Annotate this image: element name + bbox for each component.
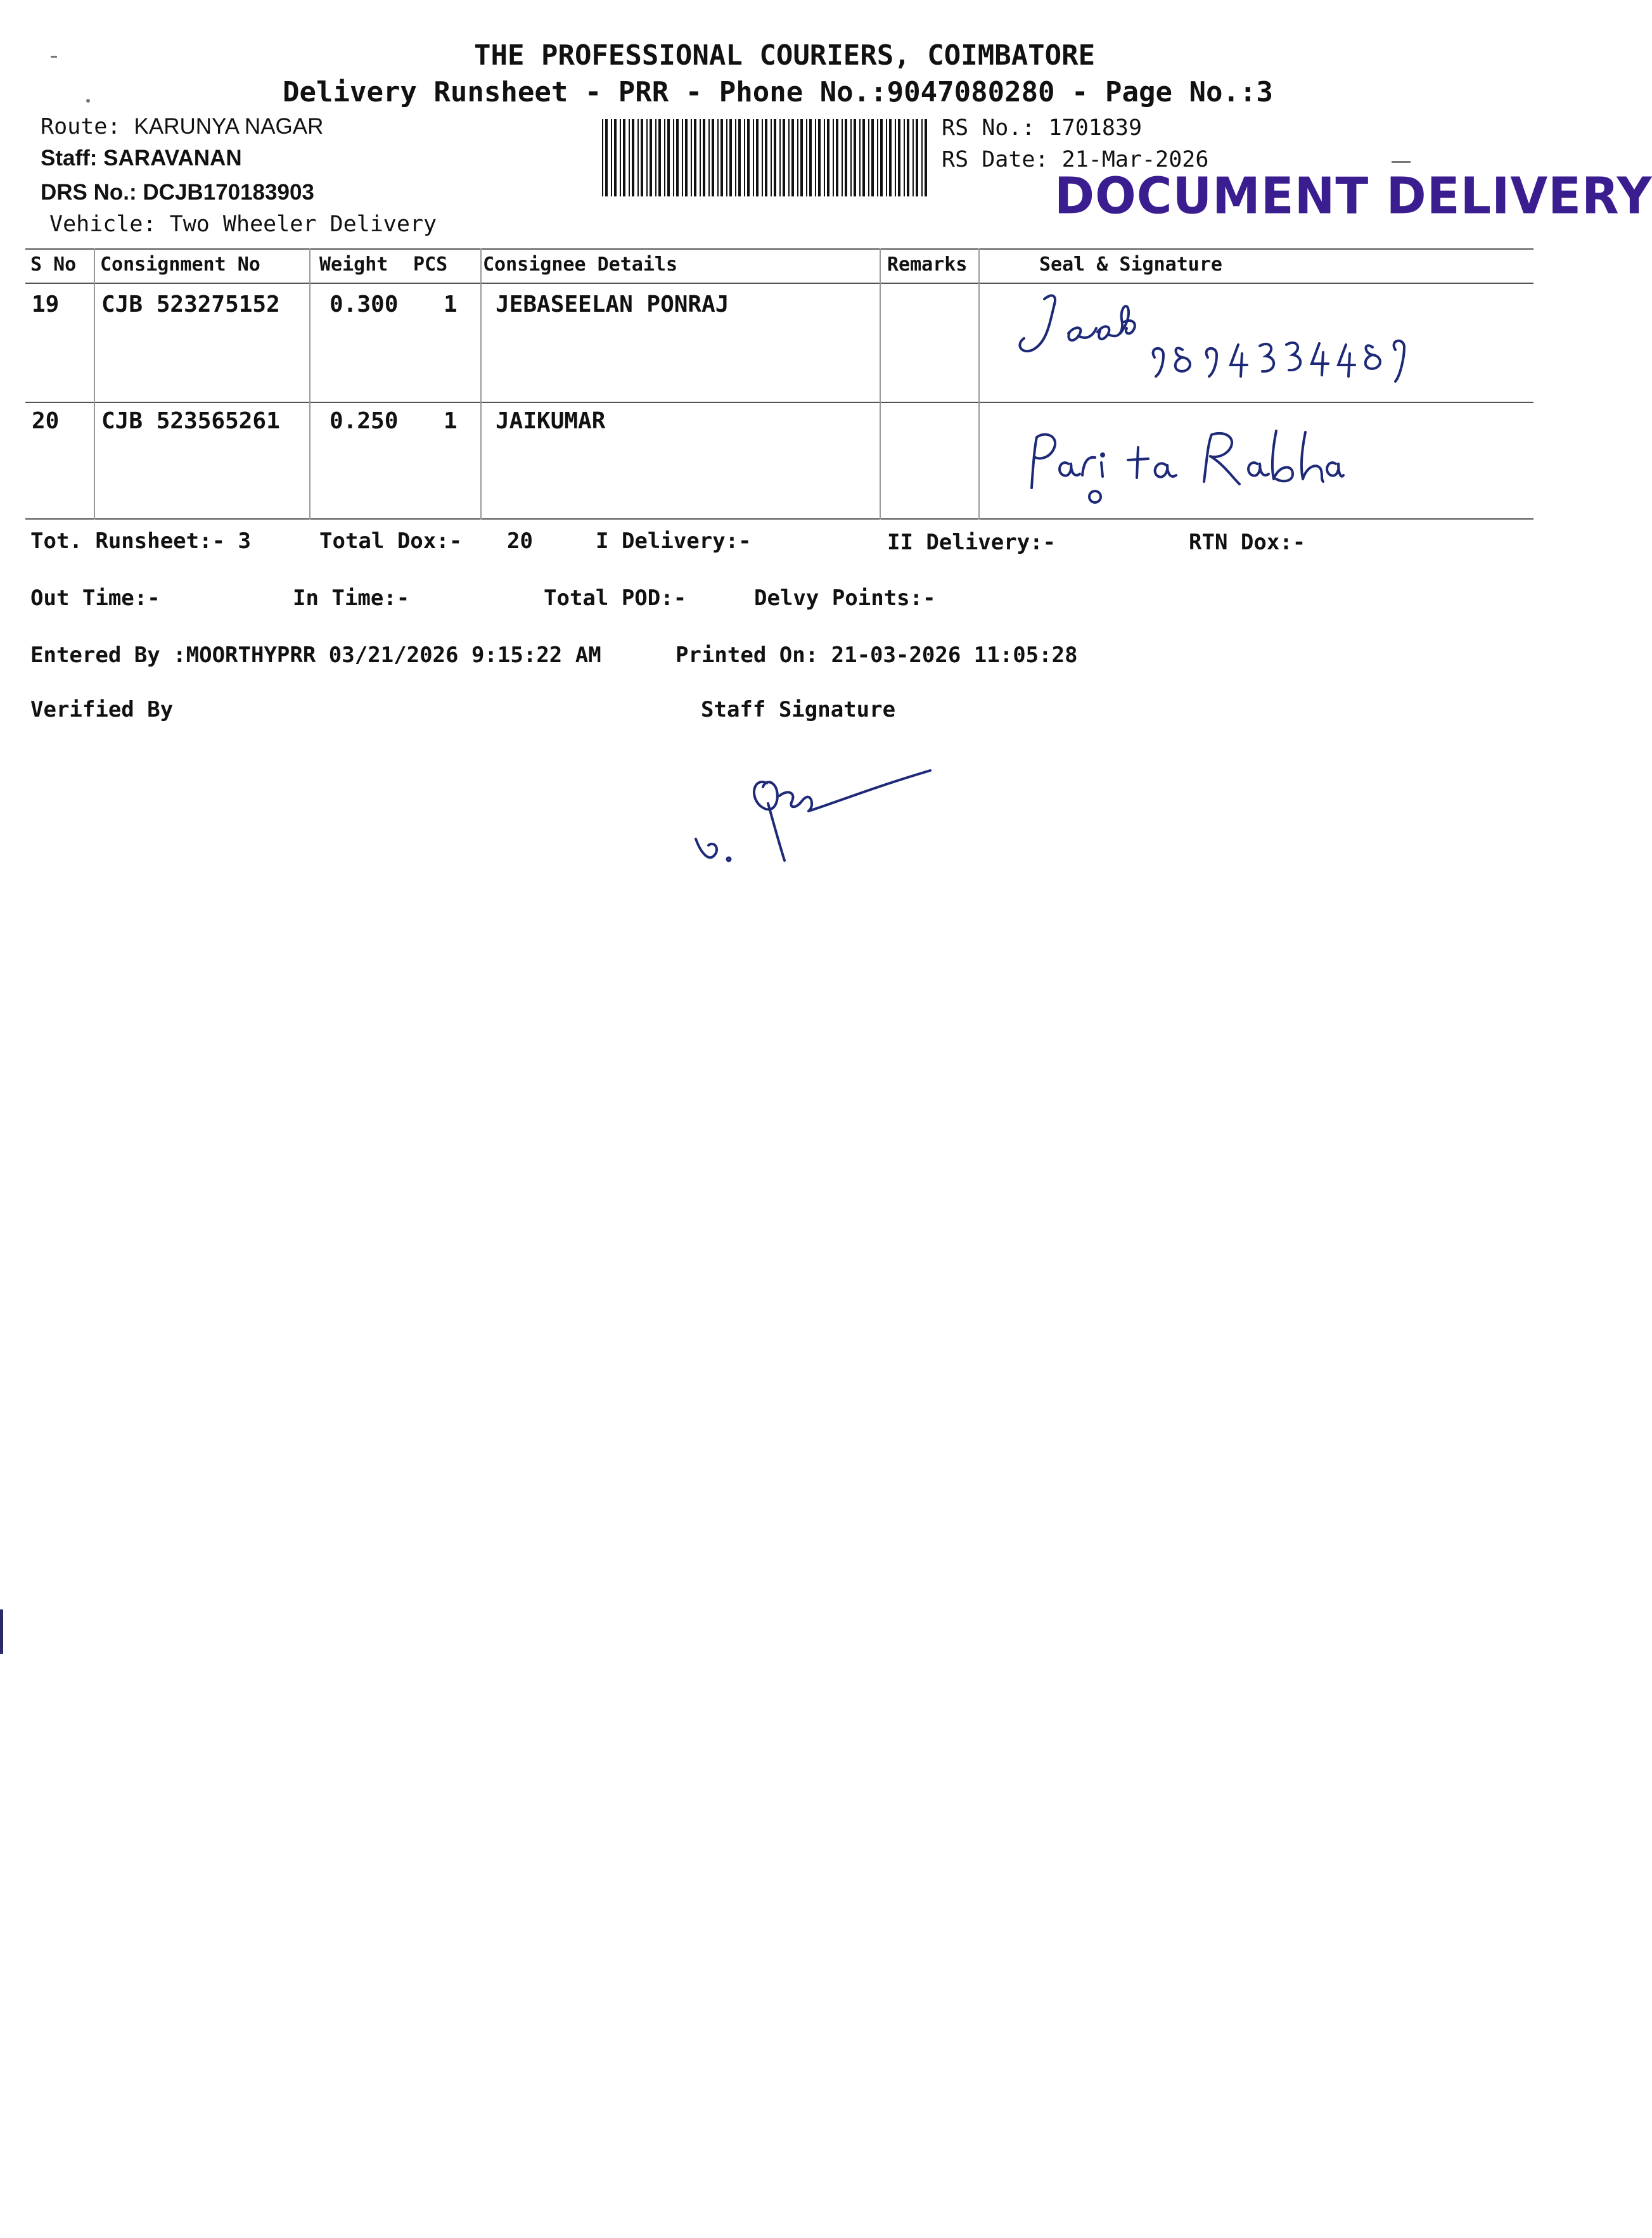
barcode-bar (717, 119, 719, 196)
col-divider (480, 248, 482, 520)
rs-date: RS Date: 21-Mar-2026 (942, 147, 1209, 172)
barcode-bar (700, 119, 701, 196)
barcode-bar (655, 119, 656, 196)
barcode-bar (889, 119, 892, 196)
barcode-bar (916, 119, 918, 196)
row-20-sno: 20 (32, 408, 60, 434)
scan-speck (86, 99, 90, 103)
barcode-bar (753, 119, 754, 196)
company-title: THE PROFESSIONAL COURIERS, COIMBATORE (474, 39, 1096, 72)
barcode-bar (673, 119, 674, 196)
row-19-weight: 0.300 (330, 291, 399, 317)
drs-label: DRS No.: (41, 180, 137, 205)
barcode-bar (650, 119, 652, 196)
barcode-bar (904, 119, 905, 196)
out-time: Out Time:- (30, 585, 160, 611)
barcode-bar (694, 119, 696, 196)
barcode-bar (868, 119, 869, 196)
barcode-bar (605, 119, 608, 196)
staff-signature-label: Staff Signature (701, 697, 896, 722)
barcode-bar (842, 119, 843, 196)
i-delivery: I Delivery:- (596, 528, 752, 554)
drs-line (41, 180, 314, 205)
barcode-bar (833, 119, 834, 196)
scan-speck (0, 1609, 3, 1654)
route-value: KARUNYA NAGAR (134, 114, 324, 139)
staff-label: Staff: (41, 146, 98, 170)
row-19-consignee: JEBASEELAN PONRAJ (496, 291, 729, 317)
barcode-bar (797, 119, 798, 196)
drs-value: DCJB170183903 (143, 180, 314, 205)
barcode-bar (809, 119, 812, 196)
barcode-bar (756, 119, 759, 196)
barcode (601, 119, 929, 196)
barcode-bar (641, 119, 643, 196)
barcode-bar (871, 119, 874, 196)
row-19-signature (1008, 286, 1413, 394)
rs-number: RS No.: 1701839 (942, 115, 1143, 141)
row-20-consignee: JAIKUMAR (496, 408, 606, 434)
col-divider (978, 248, 980, 520)
row-19-consignment: CJB 523275152 (101, 291, 280, 317)
tot-runsheet: Tot. Runsheet:- 3 (30, 528, 251, 554)
header-remarks: Remarks (887, 253, 968, 276)
col-divider (94, 248, 95, 520)
barcode-bar (921, 119, 923, 196)
document-delivery-stamp: DOCUMENT DELIVERY (1054, 165, 1652, 226)
row-20-signature (1014, 418, 1343, 513)
barcode-bar (771, 119, 772, 196)
barcode-bar (818, 119, 821, 196)
barcode-bar (611, 119, 612, 196)
barcode-bar (836, 119, 838, 196)
staff-value: SARAVANAN (103, 146, 242, 170)
row-20-consignment: CJB 523565261 (101, 408, 280, 434)
barcode-bar (859, 119, 861, 196)
verified-by: Verified By (30, 697, 174, 722)
barcode-bar (788, 119, 790, 196)
barcode-bar (815, 119, 816, 196)
total-pod: Total POD:- (544, 585, 687, 611)
header-consignment: Consignment No (100, 253, 260, 276)
barcode-bar (720, 119, 723, 196)
barcode-bar (898, 119, 900, 196)
header-sno: S No (30, 253, 77, 276)
barcode-bar (845, 119, 847, 196)
route-label: Route: (41, 114, 121, 139)
barcode-bar (912, 119, 914, 196)
entered-by: Entered By :MOORTHYPRR 03/21/2026 9:15:22 AM (30, 643, 601, 668)
barcode-bar (744, 119, 745, 196)
barcode-bar (824, 119, 825, 196)
barcode-bar (907, 119, 909, 196)
barcode-bar (886, 119, 887, 196)
barcode-bar (729, 119, 732, 196)
table-bottom-border (25, 518, 1534, 520)
barcode-bar (691, 119, 692, 196)
header-consignee: Consignee Details (483, 253, 678, 276)
barcode-bar (726, 119, 727, 196)
ii-delivery: II Delivery:- (887, 530, 1056, 555)
barcode-bar (800, 119, 803, 196)
vehicle-line: Vehicle: Two Wheeler Delivery (49, 212, 437, 237)
barcode-bar (925, 119, 927, 196)
barcode-bar (646, 119, 648, 196)
barcode-bar (877, 119, 878, 196)
route-line (41, 114, 323, 139)
barcode-bar (658, 119, 661, 196)
table-top-border (25, 248, 1534, 250)
printed-on: Printed On: 21-03-2026 11:05:28 (676, 643, 1078, 668)
barcode-bar (735, 119, 736, 196)
barcode-bar (676, 119, 679, 196)
barcode-bar (637, 119, 639, 196)
row-20-pcs: 1 (444, 408, 458, 434)
row-20-weight: 0.250 (330, 408, 399, 434)
staff-line (41, 146, 242, 171)
barcode-bar (880, 119, 883, 196)
row-19-sno: 19 (32, 291, 60, 317)
barcode-bar (862, 119, 865, 196)
barcode-bar (667, 119, 670, 196)
barcode-bar (806, 119, 807, 196)
barcode-bar (747, 119, 750, 196)
header-seal-signature: Seal & Signature (1039, 253, 1222, 276)
barcode-bar (664, 119, 665, 196)
barcode-bar (623, 119, 625, 196)
rtn-dox: RTN Dox:- (1189, 530, 1306, 555)
total-dox-value: 20 (507, 528, 533, 554)
in-time: In Time:- (293, 585, 410, 611)
row-19-pcs: 1 (444, 291, 458, 317)
col-divider (309, 248, 311, 520)
barcode-bar (854, 119, 856, 196)
barcode-bar (850, 119, 852, 196)
barcode-bar (620, 119, 621, 196)
barcode-bar (779, 119, 781, 196)
barcode-bar (895, 119, 896, 196)
barcode-bar (682, 119, 683, 196)
barcode-bar (738, 119, 741, 196)
barcode-bar (685, 119, 688, 196)
table-header-border (25, 283, 1534, 284)
delvy-points: Delvy Points:- (754, 585, 936, 611)
staff-signature (684, 758, 951, 872)
barcode-bar (629, 119, 630, 196)
barcode-bar (765, 119, 767, 196)
barcode-bar (632, 119, 634, 196)
scan-speck (51, 56, 57, 58)
barcode-bar (762, 119, 763, 196)
header-weight: Weight (319, 253, 388, 276)
header-pcs: PCS (413, 253, 448, 276)
barcode-bar (602, 119, 603, 196)
col-divider (880, 248, 881, 520)
runsheet-subtitle: Delivery Runsheet - PRR - Phone No.:9047080280 - Page No.:3 (283, 76, 1273, 108)
barcode-bar (708, 119, 710, 196)
table-row-divider (25, 402, 1534, 403)
barcode-bar (614, 119, 617, 196)
barcode-bar (791, 119, 794, 196)
barcode-bar (783, 119, 785, 196)
barcode-bar (712, 119, 714, 196)
scan-speck (1392, 161, 1411, 163)
barcode-bar (703, 119, 705, 196)
barcode-bar (774, 119, 776, 196)
total-dox-label: Total Dox:- (319, 528, 463, 554)
barcode-bar (827, 119, 829, 196)
